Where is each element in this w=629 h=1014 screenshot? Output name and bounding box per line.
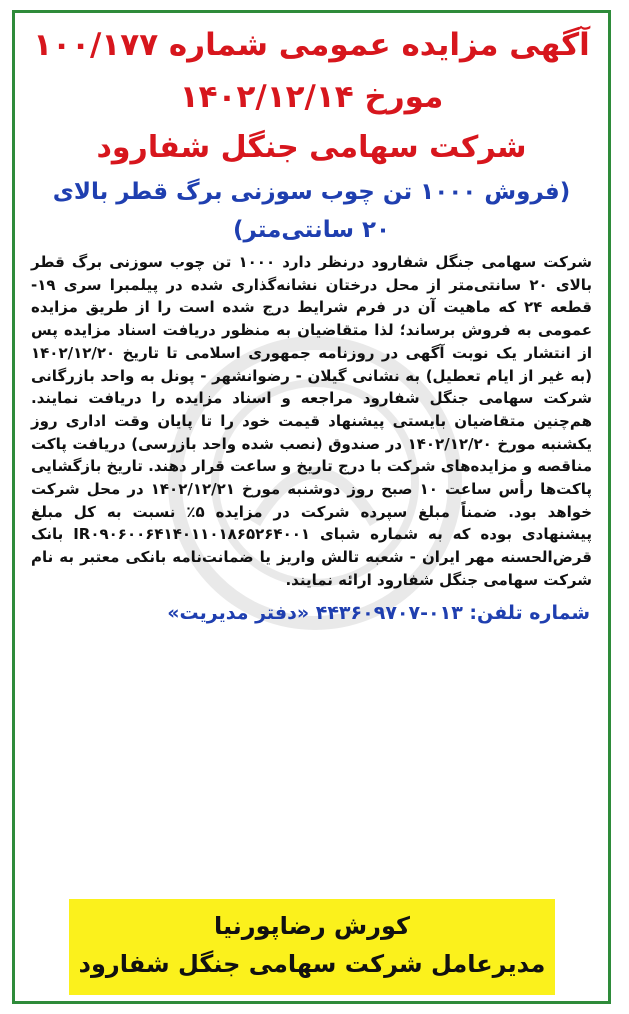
phone-number: شماره تلفن: ۰۱۳-۴۴۳۶۰۹۷۰۷ «دفتر مدیریت» bbox=[167, 601, 590, 624]
signature-role: مدیرعامل شرکت سهامی جنگل شفارود bbox=[78, 950, 546, 978]
ad-content bbox=[15, 13, 608, 630]
auction-title: آگهی مزایده عمومی شماره ۱۰۰/۱۷۷ bbox=[33, 27, 590, 63]
body-paragraph: شرکت سهامی جنگل شفارود درنظر دارد ۱۰۰۰ تن چوب سوزنی برگ قطر بالای ۲۰ سانتی‌متر از محل درختان نشانه‌گذاری شده در پیلمبرا سری ۱۹- قطعه ۲۴ که ماهیت آن در فرم شرایط درج شده است را از طریق مزایده عمومی به فروش برساند؛ لذا متقاضیان به منظور دریافت اسناد مزایده پس از انتشار یک نوبت آگهی در روزنامه جمهوری اسلامی تا تاریخ ۱۴۰۲/۱۲/۲۰ (به غیر از ایام تعطیل) به نشانی گیلان - رضوانشهر - پونل به واحد بازرگانی شرکت سهامی جنگل شفارود مراجعه و اسناد مزایده را دریافت نمایند. هم‌چنین متقاضیان بایستی پیشنهاد قیمت خود را تا پایان وقت اداری روز یکشنبه مورخ ۱۴۰۲/۱۲/۲۰ در صندوق (نصب شده واحد بازرسی) دریافت پاکت مناقصه و مزایده‌های شرکت با درج تاریخ و ساعت قرار دهند. تاریخ بازگشایی پاکت‌ها رأس ساعت ۱۰ صبح روز دوشنبه مورخ ۱۴۰۲/۱۲/۲۱ در محل شرکت خواهد بود. ضمناً مبلغ سپرده شرکت در مزایده ۵٪ نسبت به کل مبلغ پیشنهادی بوده که به شماره شبای IR۰۹۰۶۰۰۶۴۱۴۰۱۱۰۱۸۶۵۲۶۴۰۰۱ بانک قرض‌الحسنه مهر ایران - شعبه تالش واریز یا ضمانت‌نامه بانکی معتبر به نام شرکت سهامی جنگل شفارود ارائه نمایند. bbox=[31, 253, 593, 589]
signature-name: کورش رضاپورنیا bbox=[213, 912, 410, 940]
signature-box bbox=[69, 899, 555, 995]
auction-date: مورخ ۱۴۰۲/۱۲/۱۴ bbox=[179, 79, 444, 115]
company-name: شرکت سهامی جنگل شفارود bbox=[96, 130, 527, 165]
ad-frame bbox=[12, 10, 611, 1004]
subtitle-line-2: ۲۰ سانتی‌متر) bbox=[232, 217, 391, 243]
subtitle-line-1: (فروش ۱۰۰۰ تن چوب سوزنی برگ قطر بالای bbox=[52, 179, 571, 205]
